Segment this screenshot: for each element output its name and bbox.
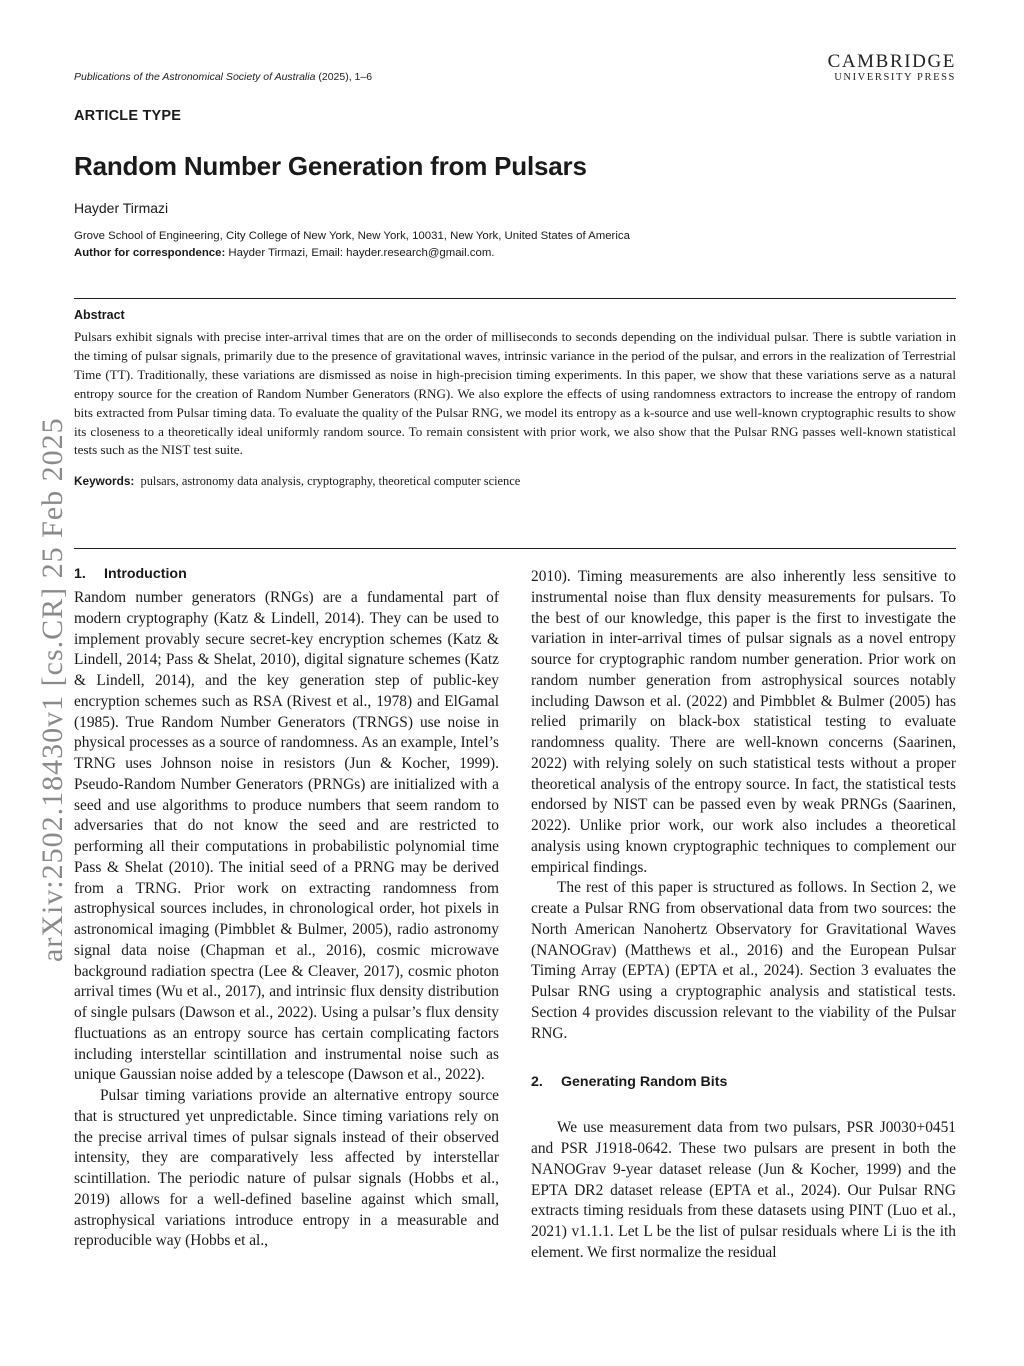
intro-paragraph-4: The rest of this paper is structured as follows. In Section 2, we create a Pulsar RNG from observational data from two sources: the North American Nanohertz Observatory for Gravitational Waves (NANOGrav) (Matthews et al., 2016) and the European Pulsar Timing Array (EPTA) (EPTA et al., 2024). Section 3 evaluates the Pulsar RNG using a cryptographic analysis and statistical tests. Section 4 provides discussion relevant to the viability of the Pulsar RNG. <box>531 879 956 1042</box>
correspondence-label: Author for correspondence: <box>74 247 226 259</box>
correspondence <box>74 245 974 262</box>
abstract-section <box>74 308 956 489</box>
keywords <box>74 474 956 489</box>
section-2-number: 2. <box>531 1074 543 1091</box>
section-divider <box>74 548 956 549</box>
keywords-text: pulsars, astronomy data analysis, cryptography, theoretical computer science <box>140 474 521 489</box>
abstract-text: Pulsars exhibit signals with precise inter-arrival times that are on the order of milliseconds to seconds depending on the individual pulsar. There is subtle variation in the timing of pulsar signals, primarily due to the presence of gravitational waves, intrinsic variance in the period of the pulsar, and errors in the realization of Terrestrial Time (TT). Traditionally, these variations are dismissed as noise in high-precision timing experiments. In this paper, we show that these variations serve as a natural entropy source for the creation of Random Number Generators (RNG). We also explore the effects of using randomness extractors to increase the entropy of random bits extracted from Pulsar timing data. To evaluate the quality of the Pulsar RNG, we model its entropy as a k-source and use well-known cryptographic results to show its closeness to a theoretically ideal uniformly random source. To remain consistent with prior work, we also show that the Pulsar RNG passes well-known statistical tests such as the NIST test suite. <box>74 329 956 458</box>
left-column <box>74 566 499 1252</box>
arxiv-identifier: arXiv:2502.18430v1 [cs.CR] 25 Feb 2025 <box>36 417 69 962</box>
section-1-number: 1. <box>74 566 86 582</box>
intro-paragraph-2: Pulsar timing variations provide an alternative entropy source that is structured yet unpredictable. Since timing variations rely on the precise arrival times of pulsar signals instead of their observed intensity, they are comparatively less affected by interstellar scintillation. The periodic nature of pulsar signals (Hobbs et al., 2019) allows for a well-defined baseline against which small, astrophysical variations introduce entropy in a measurable and reproducible way (Hobbs et al., <box>74 1087 499 1250</box>
section-1-title: Introduction <box>104 566 187 582</box>
author-name: Hayder Tirmazi <box>74 200 169 216</box>
abstract-heading: Abstract <box>74 308 125 322</box>
intro-paragraph-3: 2010). Timing measurements are also inherently less sensitive to instrumental noise than flux density measurements for pulsars. To the best of our knowledge, this paper is the first to investigate the variation in inter-arrival times of pulsar signals as a novel entropy source for cryptographic random number generation. Prior work on random number generation from astrophysical sources notably including Dawson et al. (2022) and Pimbblet & Bulmer (2005) has relied primarily on black-box statistical testing to evaluate randomness quality. There are well-known concerns (Saarinen, 2022) with relying solely on such statistical tests without a proper theoretical analysis of the entropy source. In fact, the statistical tests endorsed by NIST can be passed even by weak PRNGs (Saarinen, 2022). Unlike prior work, our work also includes a theoretical analysis using known cryptographic techniques to complement our empirical findings. <box>531 568 956 876</box>
intro-paragraph-1: Random number generators (RNGs) are a fundamental part of modern cryptography (Katz & Lindell, 2014). They can be used to implement provably secure secret-key encryption schemes (Katz & Lindell, 2014; Pass & Shelat, 2010), digital signature schemes (Katz & Lindell, 2014), and the key generation step of public-key encryption schemes such as RSA (Rivest et al., 1978) and ElGamal (1985). True Random Number Generators (TRNGS) use noise in physical processes as a source of randomness. As an example, Intel’s TRNG uses Johnson noise in resistors (Jun & Kocher, 1999). Pseudo-Random Number Generators (PRNGs) are initialized with a seed and use algorithms to produce numbers that seem random to adversaries that do not know the seed and are restricted to performing all their computations in probabilistic polynomial time Pass & Shelat (2010). The initial seed of a PRNG may be derived from a TRNG. Prior work on extracting randomness from astrophysical sources includes, in chronological order, hot pixels in astronomical imaging (Pimbblet & Bulmer, 2005), radio astronomy signal data noise (Chapman et al., 2016), cosmic microwave background radiation spectra (Lee & Cleaver, 2017), cosmic photon arrival times (Wu et al., 2017), and intrinsic flux density distribution of single pulsars (Dawson et al., 2022). Using a pulsar’s flux density fluctuations as an entropy source has certain complicating factors including interstellar scintillation and instrumental noise such as unique Gaussian noise added by a telescope (Dawson et al., 2022). <box>74 589 499 1084</box>
keywords-label: Keywords: <box>74 474 135 489</box>
article-type: ARTICLE TYPE <box>74 108 182 124</box>
publisher-name: CAMBRIDGE <box>827 51 956 72</box>
section-2-title: Generating Random Bits <box>561 1074 728 1091</box>
publisher-logo <box>828 52 956 84</box>
affiliation: Grove School of Engineering, City College of New York, New York, 10031, New York, United States of America <box>74 230 630 242</box>
journal-year-pages: (2025), 1–6 <box>318 71 373 83</box>
paper-title: Random Number Generation from Pulsars <box>74 151 587 181</box>
correspondence-text: Hayder Tirmazi, Email: hayder.research@gmail.com. <box>225 247 495 259</box>
section-1-heading <box>74 566 499 582</box>
top-divider <box>74 298 956 299</box>
affiliation-block <box>74 228 974 262</box>
right-column <box>531 567 956 1264</box>
section-2-heading <box>531 1074 956 1090</box>
publisher-subname: UNIVERSITY PRESS <box>834 72 956 83</box>
journal-citation <box>74 71 372 83</box>
section-2-paragraph-1: We use measurement data from two pulsars, PSR J0030+0451 and PSR J1918-0642. These two pulsars are present in both the NANOGrav 9-year dataset release (Jun & Kocher, 1999) and the EPTA DR2 dataset release (EPTA et al., 2024). Our Pulsar RNG extracts timing residuals from these datasets using PINT (Luo et al., 2021) v1.1.1. Let L be the list of pulsar residuals where Li is the ith element. We first normalize the residual <box>531 1119 956 1261</box>
journal-name: Publications of the Astronomical Society of Australia <box>74 71 316 83</box>
